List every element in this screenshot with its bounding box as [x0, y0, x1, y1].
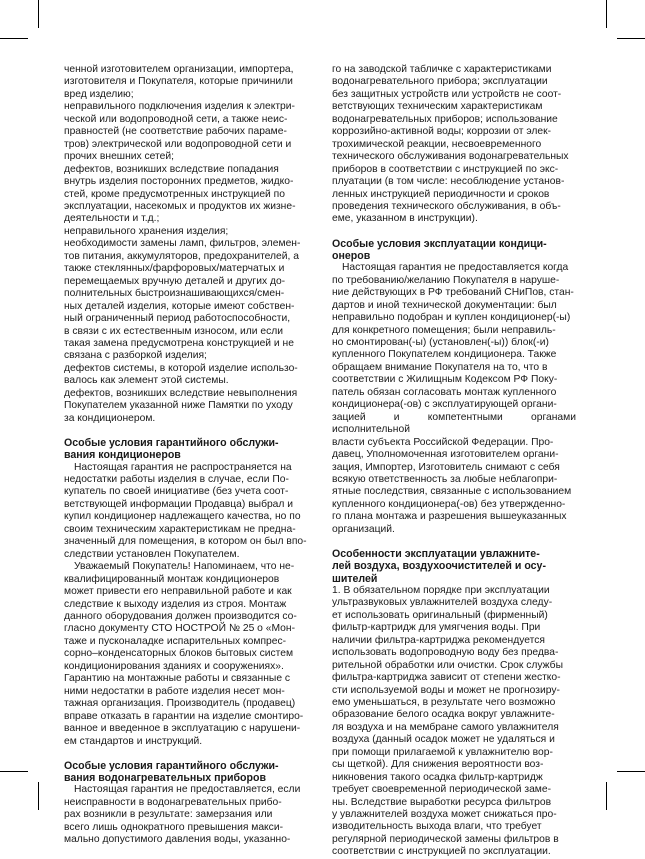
heading-line: вания кондиционеров [64, 449, 181, 462]
text-line: ченной изготовителем организации, импортера, [64, 64, 294, 75]
text-line: дартов и иной технической документации: был [332, 299, 557, 311]
crop-mark-bottom-right-v [606, 782, 607, 810]
heading-line: онеров [332, 250, 371, 263]
text-line: неправильного хранения изделия; [64, 225, 229, 237]
text-line: водонагревательных приборов; использование [332, 113, 558, 125]
crop-mark-top-right-h [617, 38, 645, 39]
text-line: ленных инструкцией периодичности и сроков [332, 188, 550, 200]
text-line: плуатации (в том числе: несоблюдение установ- [332, 176, 565, 188]
text-line: полнительных быстроизнашивающихся/смен- [64, 288, 285, 300]
text-line: за кондиционером. [64, 412, 156, 424]
text-line: эксплуатации, насекомых и продуктов их жизне- [64, 200, 296, 212]
text-line: рах возникли в результате: замерзания или [64, 809, 273, 821]
text-line: вред изделию; [64, 88, 134, 100]
text-line: Уважаемый Покупатель! Напоминаем, что не- [74, 561, 295, 573]
section-heading-air-conditioner-warranty [64, 437, 308, 461]
text-line: прочих внешних сетей; [64, 151, 174, 163]
crop-mark-top-left-v [38, 0, 39, 28]
text-line: изводительность выхода влаги, что требует [332, 821, 542, 833]
text-line: зация, Импортер, Изготовитель снимают с себя [332, 461, 560, 473]
text-line: при помощи прилагаемой к увлажнителю вор- [332, 746, 553, 758]
text-line: Покупателем указанной ниже Памятки по уходу [64, 400, 293, 412]
text-line: патель обязан согласовать монтаж купленного [332, 386, 557, 398]
heading-line: Особые условия гарантийного обслужи- [64, 759, 279, 772]
text-line: ятные последствия, связанные с использованием [332, 486, 572, 498]
text-line: ванное и введенное в эксплуатацию с нарушени- [64, 723, 301, 735]
list-item-humidifier-1 [332, 585, 576, 859]
text-line: деятельности и т.д.; [64, 213, 160, 225]
text-line: фильтр-картридж для умягчения воды. При [332, 622, 541, 634]
text-line: дефектов, возникших вследствие невыполнения [64, 387, 298, 399]
text-line: данного оборудования должен производится со- [64, 610, 297, 622]
text-line: соответствии с инструкцией по эксплуатации. [332, 846, 551, 858]
text-line: коррозийно-активной воды; коррозии от элек- [332, 126, 552, 138]
text-line: давец, Уполномоченная изготовителем органи- [332, 449, 559, 461]
text-line: дефектов системы, в которой изделие использо- [64, 362, 298, 374]
text-line: емо уменьшаться, в результате чего возможно [332, 696, 556, 708]
text-line: ческой или водопроводной сети, а также неис- [64, 113, 288, 125]
text-line: тов питания, аккумуляторов, предохранителей, а [64, 250, 299, 262]
text-line: в связи с их естественным износом, или если [64, 325, 284, 337]
text-line: сти используемой воды и может не прогнозиру- [332, 684, 560, 696]
text-line: образование белого осадка вокруг увлажните- [332, 709, 555, 721]
text-line: тров) электрической или водопроводной сети и [64, 138, 292, 150]
text-line: ный ограниченный период работоспособности, [64, 313, 291, 325]
heading-line: шителей [332, 572, 378, 585]
heading-line: вания водонагревательных приборов [64, 772, 266, 785]
text-line: Настоящая гарантия не предоставляется, если [74, 784, 301, 796]
text-line: гласно документу СТО НОСТРОЙ № 25 о «Мон- [64, 623, 296, 635]
paragraph-ac-warranty-2 [64, 561, 308, 748]
text-line: стей, кроме предусмотренных инструкцией по [64, 188, 285, 200]
text-line: у увлажнителей воздуха может снижаться про- [332, 809, 557, 821]
text-line: сорно–конденсаторных блоков бытовых систем [64, 648, 294, 660]
text-line: также стеклянных/фарфоровых/матерчатых и [64, 263, 285, 275]
text-line: го на заводской табличке с характеристиками [332, 64, 552, 75]
text-line: ветствующих техническим характеристикам [332, 101, 543, 113]
text-line: проведения технического обслуживания, в объ- [332, 200, 561, 212]
text-line: всякую ответственность за любые неблагопри- [332, 474, 558, 485]
text-line: водонагревательного прибора; эксплуатации [332, 76, 548, 88]
text-line: может привести его неправильной работе и как [64, 586, 292, 598]
left-intro [64, 64, 308, 425]
text-line: без защитных устройств или устройств не соот- [332, 88, 562, 100]
paragraph-ac-operation-1 [332, 262, 576, 536]
text-line: значенный для помещения, в котором он был впо- [64, 536, 307, 548]
crop-mark-top-left-h [0, 38, 28, 39]
text-line: купленного Покупателем кондиционера. Также [332, 349, 557, 361]
text-line: неисправности в водонагревательных прибо- [64, 796, 282, 808]
text-line: вправе отказать в гарантии на изделие смонтиро- [64, 710, 304, 722]
text-line: 1. В обязательном порядке при эксплуатации [332, 584, 550, 596]
text-line: следствие к выходу изделия из строя. Монтаж [64, 598, 287, 610]
text-line: ных деталей изделия, которые имеют собствен- [64, 300, 295, 312]
text-line: власти субъекта Российской Федерации. Про- [332, 436, 554, 448]
text-line: кондиционера(-ов) с эксплуатирующей органи- [332, 399, 557, 411]
text-line: ультразвуковых увлажнителей воздуха следу- [332, 597, 553, 609]
text-line: организаций. [332, 523, 395, 535]
text-line: но смонтирован(-ы) (установлен(-ы)) блок(-и) [332, 337, 549, 349]
text-line: обращаем внимание Покупателя на то, что в [332, 361, 548, 373]
text-line: Настоящая гарантия не распространяется на [74, 461, 292, 473]
text-line: купил кондиционер надлежащего качества, но по [64, 511, 301, 523]
text-line: всего лишь однократного превышения макси- [64, 821, 284, 833]
left-column [64, 64, 308, 847]
heading-line: Особые условия гарантийного обслужи- [64, 437, 279, 450]
text-line: Настоящая гарантия не предоставляется когда [342, 262, 569, 274]
text-line: требует своевременной периодической заме- [332, 784, 552, 796]
text-line: использовать водопроводную воду без предва- [332, 647, 559, 659]
crop-mark-bottom-left-h [0, 771, 28, 772]
heading-line: Особенности эксплуатации увлажните- [332, 548, 540, 561]
text-line: кондиционирования зданиях и сооружениях». [64, 660, 284, 672]
text-line: ля воздуха и на мембране самого увлажнителя [332, 721, 559, 733]
text-line: связана с разборкой изделия; [64, 350, 207, 362]
text-line: необходимости замены ламп, фильтров, элемен- [64, 238, 301, 250]
crop-mark-bottom-left-v [38, 782, 39, 810]
text-line: валось как элемент этой системы. [64, 375, 229, 387]
crop-mark-bottom-right-h [617, 771, 645, 772]
text-line: регулярной периодической замены фильтров в [332, 833, 559, 845]
text-line: никновения такого осадка фильтр-картридж [332, 771, 543, 783]
text-line: наличии фильтра-картриджа рекомендуется [332, 634, 545, 646]
text-line: внутрь изделия посторонних предметов, жидко- [64, 176, 294, 188]
text-line: таже и пусконаладке испарительных компрес- [64, 635, 287, 647]
text-line: такая замена предусмотрена конструкцией и не [64, 337, 294, 349]
text-line: купленного кондиционера(-ов) без утвержденно- [332, 498, 566, 510]
crop-mark-top-right-v [606, 0, 607, 28]
heading-line: Особые условия эксплуатации кондици- [332, 237, 547, 250]
text-line: дефектов, возникших вследствие попадания [64, 163, 279, 175]
text-line: рительной обработки или очистки. Срок службы [332, 659, 563, 671]
text-line: ем стандартов и инструкций. [64, 735, 203, 747]
section-heading-ac-operation [332, 238, 576, 262]
text-line: перемещаемых вручную деталей и других до- [64, 275, 286, 287]
text-line: ние действующих в РФ требований СНиПов, стан- [332, 287, 574, 299]
text-line: ны. Вследствие выработки ресурса фильтров [332, 796, 552, 808]
text-line: го плана монтажа и разрешения вышеуказанных [332, 511, 567, 523]
text-line: Гарантию на монтажные работы и связанные с [64, 673, 291, 685]
text-line: неправильно подобран и куплен кондиционер(-ы) [332, 312, 571, 324]
text-line: недостатки работы изделия в случае, если По- [64, 474, 289, 485]
text-line: своим техническим характеристикам не предна- [64, 523, 296, 535]
text-line: ними недостатки в работе изделия несет мон- [64, 685, 285, 697]
text-line: мально допустимого давления воды, указанно- [64, 834, 291, 846]
text-line: воздуха (данный осадок может не удаляться и [332, 734, 555, 746]
text-line: соответствии с Жилищным Кодексом РФ Поку- [332, 374, 558, 386]
text-line: сы щеткой). Для снижения вероятности воз- [332, 759, 544, 771]
text-line: для конкретного помещения; были неправиль- [332, 324, 556, 336]
text-line: приборов в соответствии с инструкцией по экс- [332, 163, 559, 175]
text-line: изготовителя и Покупателя, которые причинили [64, 76, 293, 88]
paragraph-water-heater-warranty-1 [64, 784, 308, 846]
heading-line: лей воздуха, воздухоочистителей и осу- [332, 560, 546, 573]
text-line: трохимической реакции, несвоевременного [332, 138, 542, 150]
text-line: еме, указанном в инструкции). [332, 213, 478, 225]
text-line: зацией и компетентными органами исполнительной [332, 411, 576, 436]
text-line: фильтра-картриджа зависит от степени жестко- [332, 672, 561, 684]
text-line: ветствующей информации Продавца) выбрал и [64, 498, 294, 510]
section-heading-water-heater-warranty [64, 760, 308, 784]
paragraph-ac-warranty-1 [64, 462, 308, 562]
text-line: тажная организация. Производитель (продавец) [64, 698, 296, 710]
text-line: правностей (не соответствие рабочих параме- [64, 126, 287, 138]
right-column [332, 64, 576, 859]
text-line: технического обслуживания водонагревательных [332, 151, 569, 163]
section-heading-humidifiers [332, 548, 576, 585]
text-line: следствии установлен Покупателем. [64, 548, 240, 560]
text-line: ет использовать оригинальный (фирменный) [332, 609, 548, 621]
text-line: квалифицированный монтаж кондиционеров [64, 573, 280, 585]
right-continuation [332, 64, 576, 226]
text-line: по требованию/желанию Покупателя в наруше- [332, 274, 560, 286]
text-line: неправильного подключения изделия к электри- [64, 101, 295, 113]
text-line: купатель по своей инициативе (без учета сoот- [64, 486, 289, 498]
